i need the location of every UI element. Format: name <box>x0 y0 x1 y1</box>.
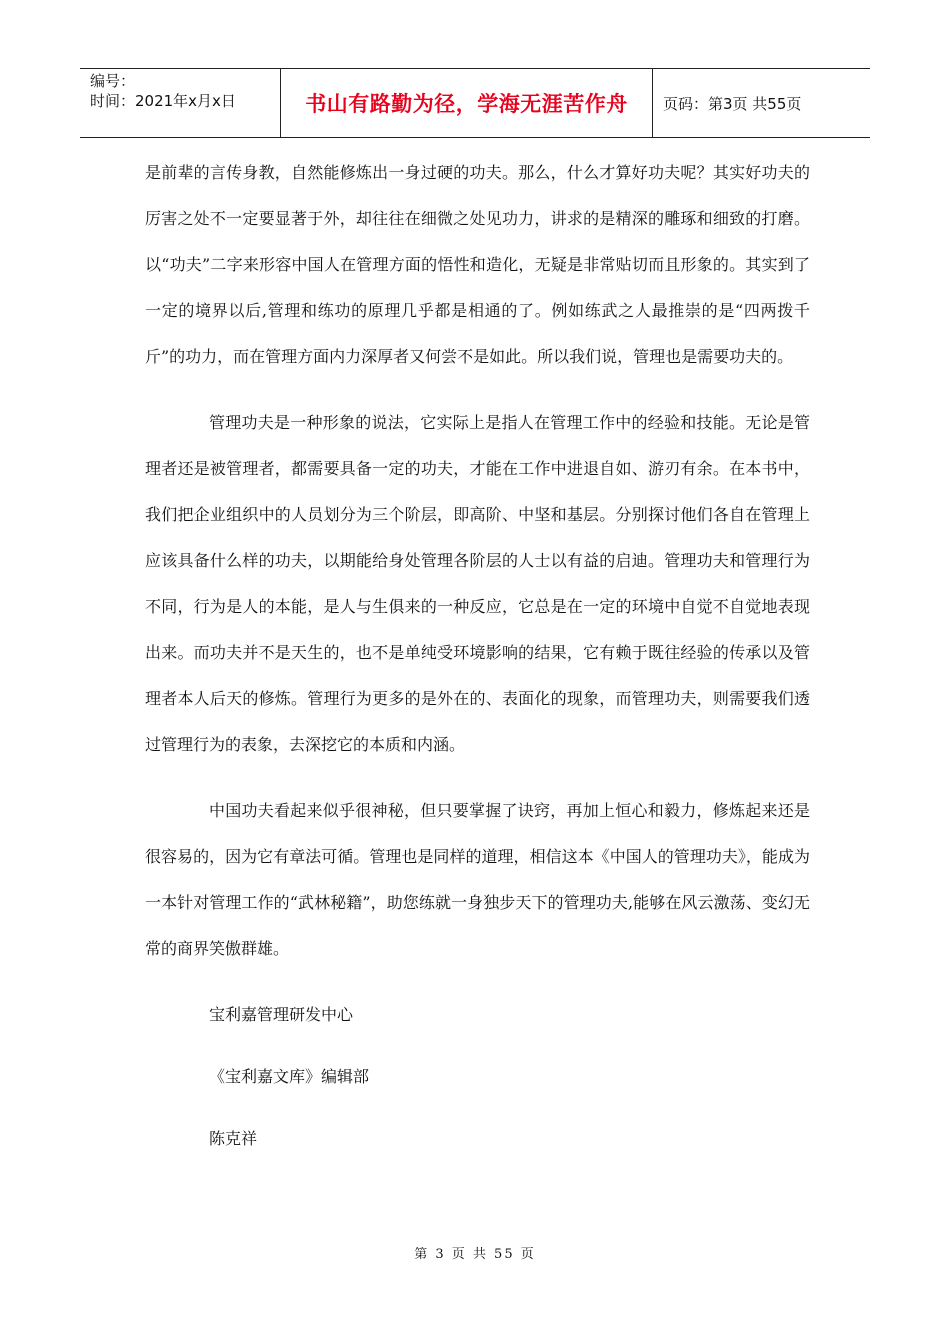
signature-author: 陈克祥 <box>209 1129 258 1148</box>
page-footer: 第 3 页 共 55 页 <box>414 1247 536 1262</box>
motto-text: 书山有路勤为径，学海无涯苦作舟 <box>305 92 628 116</box>
page-header <box>80 68 870 138</box>
header-meta <box>80 69 281 137</box>
document-body <box>145 150 810 1178</box>
header-page-code <box>653 69 870 137</box>
signature-dept: 《宝利嘉文库》编辑部 <box>209 1067 370 1086</box>
header-motto-cell <box>281 69 653 137</box>
signature-org: 宝利嘉管理研发中心 <box>209 1005 354 1024</box>
page-code-text: 页码：第3页 共55页 <box>663 94 802 113</box>
paragraph-3: 中国功夫看起来似乎很神秘，但只要掌握了诀窍，再加上恒心和毅力，修炼起来还是很容易的，因为它有章法可循。管理也是同样的道理，相信这本《中国人的管理功夫》，能成为一本针对管理工作的“武林秘籍”，助您练就一身独步天下的管理功夫,能够在风云激荡、变幻无常的商界笑傲群雄。 <box>145 801 810 958</box>
time-label: 时间：2021年x月x日 <box>90 92 236 110</box>
paragraph-1: 是前辈的言传身教，自然能修炼出一身过硬的功夫。那么，什么才算好功夫呢？其实好功夫的厉害之处不一定要显著于外，却往往在细微之处见功力，讲求的是精深的雕琢和细致的打磨。以“功夫”二字来形容中国人在管理方面的悟性和造化，无疑是非常贴切而且形象的。其实到了一定的境界以后,管理和练功的原理几乎都是相通的了。例如练武之人最推崇的是“四两拨千斤”的功力，而在管理方面内力深厚者又何尝不是如此。所以我们说，管理也是需要功夫的。 <box>145 163 810 366</box>
paragraph-2: 管理功夫是一种形象的说法，它实际上是指人在管理工作中的经验和技能。无论是管理者还是被管理者，都需要具备一定的功夫，才能在工作中进退自如、游刃有余。在本书中，我们把企业组织中的人员划分为三个阶层，即高阶、中坚和基层。分别探讨他们各自在管理上应该具备什么样的功夫，以期能给身处管理各阶层的人士以有益的启迪。管理功夫和管理行为不同，行为是人的本能，是人与生俱来的一种反应，它总是在一定的环境中自觉不自觉地表现出来。而功夫并不是天生的，也不是单纯受环境影响的结果，它有赖于既往经验的传承以及管理者本人后天的修炼。管理行为更多的是外在的、表面化的现象，而管理功夫，则需要我们透过管理行为的表象，去深挖它的本质和内涵。 <box>145 413 810 754</box>
number-label: 编号： <box>90 72 136 90</box>
